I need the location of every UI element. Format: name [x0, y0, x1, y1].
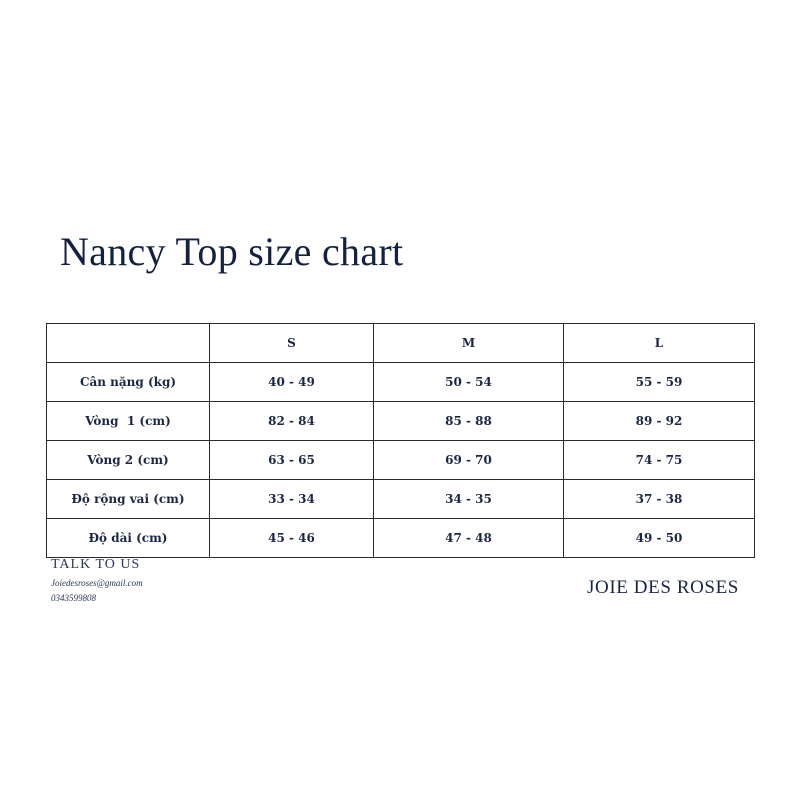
header-cell-empty: [47, 324, 210, 363]
table-row: [47, 519, 755, 558]
table-cell: 89 - 92: [564, 402, 755, 441]
table-cell: 55 - 59: [564, 363, 755, 402]
brand-name: JOIE DES ROSES: [587, 577, 739, 598]
contact-heading: TALK TO US: [51, 557, 141, 572]
header-cell-size-m: M: [374, 324, 564, 363]
table-cell: 37 - 38: [564, 480, 755, 519]
table-cell: 74 - 75: [564, 441, 755, 480]
row-label: Vòng 1 (cm): [47, 402, 210, 441]
row-label: Độ dài (cm): [47, 519, 210, 558]
table-cell: 45 - 46: [210, 519, 374, 558]
row-label: Độ rộng vai (cm): [47, 480, 210, 519]
table-cell: 63 - 65: [210, 441, 374, 480]
table-row: [47, 402, 755, 441]
row-label: Cân nặng (kg): [47, 363, 210, 402]
page-title: Nancy Top size chart: [60, 229, 404, 274]
table-cell: 33 - 34: [210, 480, 374, 519]
table-row: [47, 363, 755, 402]
table-cell: 50 - 54: [374, 363, 564, 402]
header-cell-size-s: S: [210, 324, 374, 363]
contact-email: Joiedesroses@gmail.com: [51, 578, 143, 588]
table-cell: 85 - 88: [374, 402, 564, 441]
table-cell: 34 - 35: [374, 480, 564, 519]
table-cell: 40 - 49: [210, 363, 374, 402]
contact-phone: 0343599808: [51, 593, 96, 603]
table-row: [47, 480, 755, 519]
table-header-row: [47, 324, 755, 363]
table-cell: 69 - 70: [374, 441, 564, 480]
size-chart-table: [46, 323, 755, 558]
table-cell: 47 - 48: [374, 519, 564, 558]
table-row: [47, 441, 755, 480]
header-cell-size-l: L: [564, 324, 755, 363]
row-label: Vòng 2 (cm): [47, 441, 210, 480]
table-cell: 82 - 84: [210, 402, 374, 441]
table-cell: 49 - 50: [564, 519, 755, 558]
